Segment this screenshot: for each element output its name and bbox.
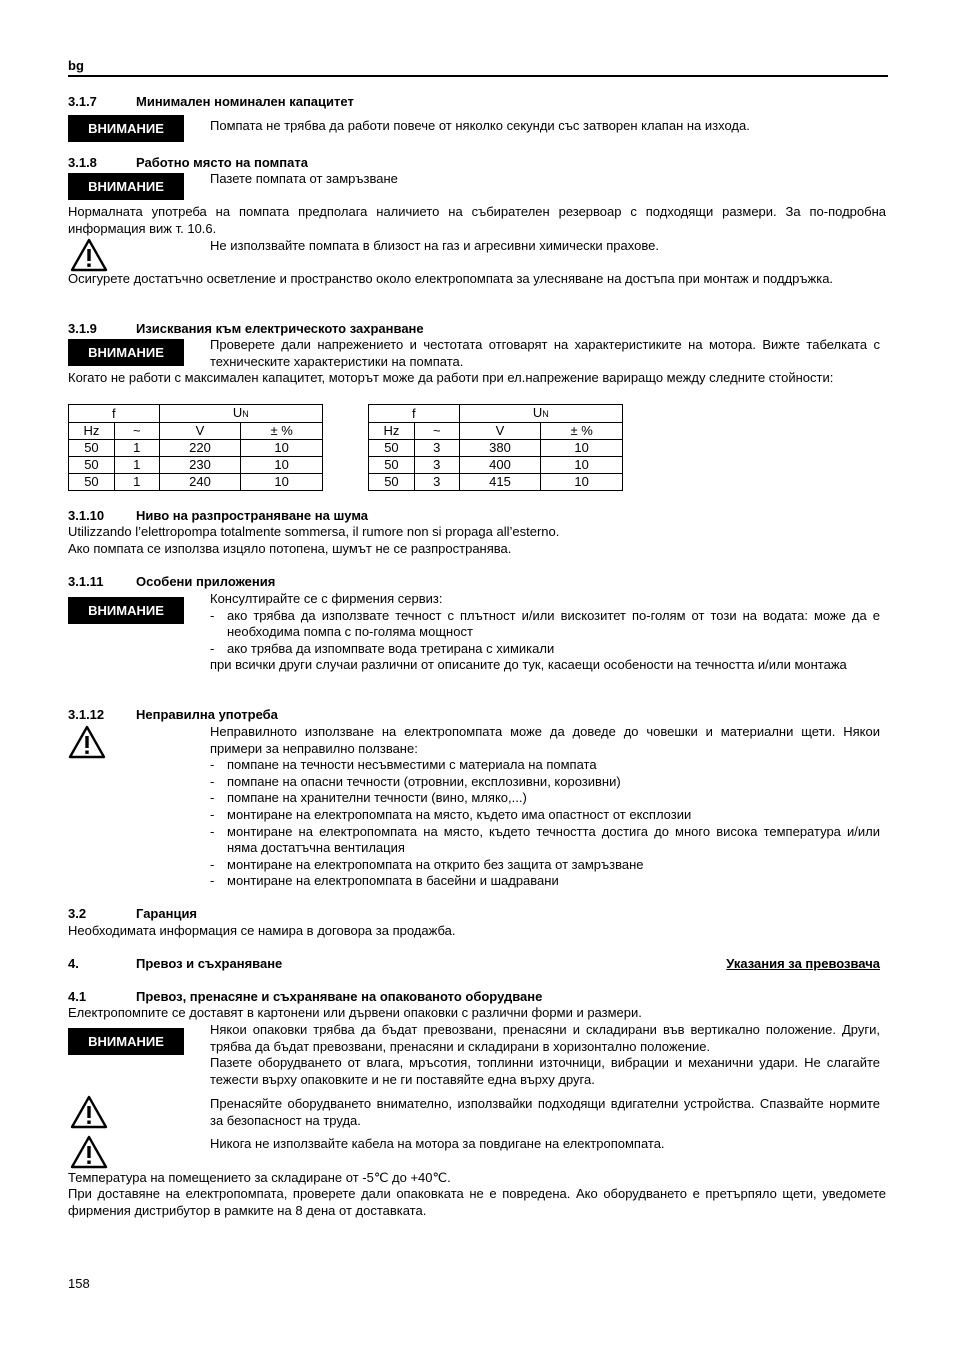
section-title: Минимален номинален капацитет [136, 94, 354, 109]
section-title: Изисквания към електрическото захранване [136, 321, 424, 336]
list-item: - ако трябва да използвате течност с плътност и/или вискозитет по-голям от този на водата: може да е необходима помпа с по-голяма мощност [210, 607, 880, 640]
noise-text-bulgarian: Ако помпата се използва изцяло потопена, шумът не се разпространява. [68, 541, 512, 556]
protect-text: Пазете оборудването от влага, мръсотия, топлинни източници, вибрации и механични удари. Не слагайте тежести върху опаковките и не ги поставяйте една върху друга. [210, 1055, 880, 1087]
table-header-voltage: UN [159, 405, 322, 423]
section-number: 3.1.7 [68, 94, 97, 109]
header-rule [68, 75, 888, 77]
voltage-range-paragraph: Когато не работи с максимален капацитет, моторът може да работи при ел.напрежение вариращо между следните стойности: [68, 370, 834, 385]
cable-warning-text: Никога не използвайте кабела на мотора за повдигане на електропомпата. [210, 1136, 665, 1151]
delivery-check-text: При доставяне на електропомпата, проверете дали опаковката не е повредена. Ако оборудването е претърпяло щети, уведомете фирмения дистрибутор в рамките на 8 дена от доставката. [68, 1186, 886, 1218]
misuse-block [210, 724, 880, 890]
section-title: Особени приложения [136, 574, 276, 589]
voltage-check-text: Проверете дали напрежението и честотата отговарят на характеристиките на мотора. Вижте табелката с техническите характеристики на помпата. [210, 337, 880, 369]
section-3-1-9-heading [68, 321, 424, 336]
special-applications-block [210, 591, 880, 674]
table-row: 50 3 400 10 [369, 457, 623, 474]
table-header-voltage: UN [459, 405, 622, 423]
section-title: Неправилна употреба [136, 707, 278, 722]
section-3-1-10-heading [68, 508, 368, 523]
noise-text-italian: Utilizzando l’elettropompa totalmente sommersa, il rumore non si propaga all’esterno. [68, 524, 560, 539]
section-number: 4. [68, 956, 79, 971]
frost-note: Пазете помпата от замръзване [210, 171, 398, 186]
table-column-headers: Hz ~ V ± % [369, 423, 623, 440]
page-number: 158 [68, 1276, 90, 1291]
misuse-intro: Неправилното използване на електропомпата може да доведе до човешки и материални щети. Някои примери за неправилно ползване: [210, 724, 880, 756]
section-title: Превоз, пренасяне и съхраняване на опакованото оборудване [136, 989, 543, 1004]
list-item: - ако трябва да изпомпвате вода третирана с химикали [210, 640, 555, 656]
storage-temperature-text: Температура на помещението за складиране от -5℃ до +40℃. [68, 1170, 451, 1185]
list-item: - помпане на опасни течности (отровнии, експлозивни, корозивни) [210, 773, 621, 789]
section-4-1-heading [68, 989, 542, 1004]
voltage-table-three-phase [368, 404, 623, 491]
section-title: Гаранция [136, 906, 198, 921]
section-3-2-heading [68, 906, 197, 921]
section-number: 3.2 [68, 906, 87, 921]
section-title: Работно място на помпата [136, 155, 308, 170]
section-number: 3.1.8 [68, 155, 97, 170]
section-3-1-12-heading [68, 707, 278, 722]
table-row: 50 3 415 10 [369, 474, 623, 491]
list-item: - монтиране на електропомпата на място, където течността достига до много висока температура и/или няма достатъчна вентилация [210, 823, 880, 856]
min-capacity-note: Помпата не трябва да работи повече от няколко секунди със затворен клапан на изхода. [210, 118, 750, 133]
consult-service-text: Консултирайте се с фирмения сервиз: [210, 591, 443, 606]
section-number: 3.1.10 [68, 508, 105, 523]
warning-badge: ВНИМАНИЕ [68, 173, 184, 200]
warranty-text: Необходимата информация се намира в договора за продажба. [68, 923, 456, 938]
lighting-paragraph: Осигурете достатъчно осветление и пространство около електропомпата за улесняване на достъпа при монтаж и поддръжка. [68, 271, 834, 286]
table-column-headers: Hz ~ V ± % [69, 423, 323, 440]
list-item: - монтиране на електропомпата в басейни и шадравани [210, 873, 559, 889]
section-3-1-8-heading [68, 155, 308, 170]
gas-warning-text: Не използвайте помпата в близост на газ и агресивни химически прахове. [210, 238, 659, 253]
table-row: 50 1 240 10 [69, 474, 323, 491]
section-number: 3.1.11 [68, 574, 104, 589]
table-header-frequency: f [369, 405, 460, 423]
tank-paragraph: Нормалната употреба на помпата предполага наличието на събирателен резервоар с подходящи размери. За по-подробна информация виж т. 10.6. [68, 204, 886, 236]
lifting-devices-text: Пренасяйте оборудването внимателно, използвайки подходящи вдигателни устройства. Спазвайте нормите за безопасност на труда. [210, 1096, 880, 1128]
section-number: 3.1.9 [68, 321, 97, 336]
hazard-triangle-icon [70, 1095, 108, 1129]
list-item: - помпане на течности несъвместими с материала на помпата [210, 757, 597, 773]
hazard-triangle-icon [70, 238, 108, 272]
language-code: bg [68, 58, 84, 73]
list-item: - монтиране на електропомпата на място, където има опастност от експлозии [210, 806, 692, 822]
packaging-text: Електропомпите се доставят в картонени или дървени опаковки с различни форми и размери. [68, 1005, 642, 1020]
section-number: 4.1 [68, 989, 87, 1004]
section-number: 3.1.12 [68, 707, 105, 722]
carrier-instructions-label: Указания за превозвача [726, 956, 880, 971]
table-header-frequency: f [69, 405, 160, 423]
orientation-text: Някои опаковки трябва да бъдат превозвани, пренасяни и складирани във вертикално положение. Други, трябва да бъдат превозвани, пренасяни и складирани в хоризонтално положение. [210, 1022, 880, 1054]
hazard-triangle-icon [68, 725, 106, 759]
warning-badge: ВНИМАНИЕ [68, 1028, 184, 1055]
hazard-triangle-icon [70, 1135, 108, 1169]
section-3-1-7-heading [68, 94, 354, 109]
voltage-table-single-phase [68, 404, 323, 491]
section-title: Превоз и съхраняване [136, 956, 283, 971]
table-row: 50 1 220 10 [69, 440, 323, 457]
other-cases-text: при всички други случаи различни от описаните до тук, касаещи особености на течността и/или монтажа [210, 657, 847, 673]
table-row: 50 3 380 10 [369, 440, 623, 457]
section-4-heading [68, 956, 282, 971]
section-3-1-11-heading [68, 574, 275, 589]
table-row: 50 1 230 10 [69, 457, 323, 474]
section-title: Ниво на разпространяване на шума [136, 508, 369, 523]
list-item: - помпане на хранителни течности (вино, мляко,...) [210, 790, 527, 806]
warning-badge: ВНИМАНИЕ [68, 339, 184, 366]
warning-badge: ВНИМАНИЕ [68, 597, 184, 624]
warning-badge: ВНИМАНИЕ [68, 115, 184, 142]
list-item: - монтиране на електропомпата на открито без защита от замръзване [210, 856, 644, 872]
